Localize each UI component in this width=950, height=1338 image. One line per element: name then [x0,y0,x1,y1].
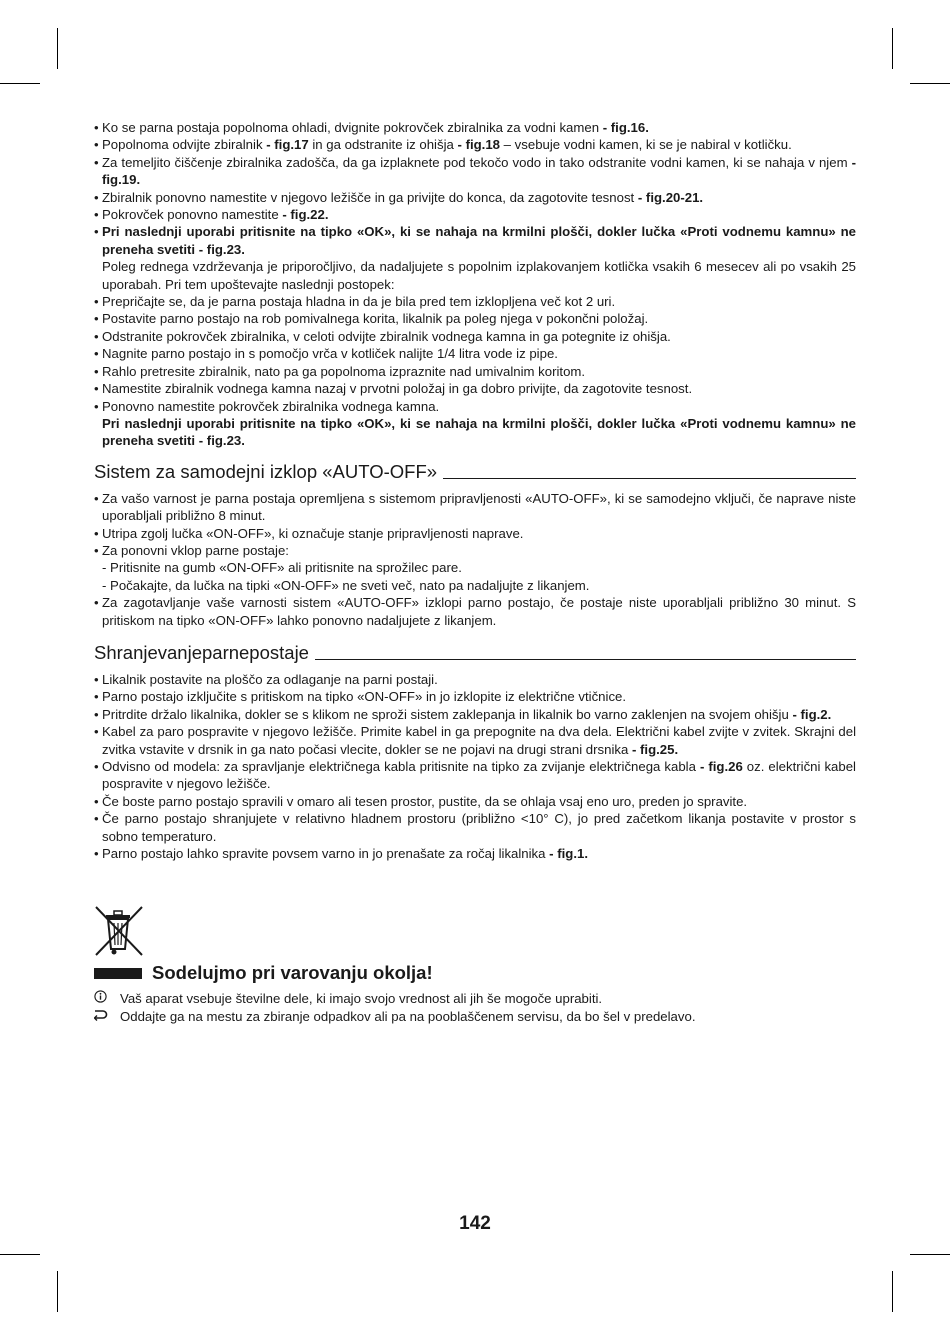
list-item [94,223,856,258]
text-run: Za ponovni vklop parne postaje: [102,542,289,558]
text-run: oz. električni kabel pospravite v njegovo ležišče. [102,759,856,792]
arrow-right-icon [94,1008,120,1021]
section-title: Shranjevanjeparnepostaje [94,641,309,663]
list-item [94,706,856,723]
intro-list [94,119,856,450]
list-item [94,525,856,542]
list-item [94,206,856,223]
info-icon [94,990,120,1003]
text-run: Za vašo varnost je parna postaja opremljena s sistemom pripravljenosti «AUTO-OFF», ki se samodejno vključi, če naprave niste uporabljali približno 8 minut. [102,490,856,524]
list-item [94,594,856,629]
text-run: Ponovno namestite pokrovček zbiralnika vodnega kamna. [102,398,440,414]
section-heading-auto-off [94,460,856,484]
crop-mark [910,83,950,84]
text-run: Namestite zbiralnik vodnega kamna nazaj v prvotni položaj in ga dobro privijte, da zagotovite tesnost. [102,381,693,397]
list-item [94,810,856,845]
list-item [94,577,856,594]
text-run: Zbiralnik ponovno namestite v njegovo ležišče in ga privijte do konca, da zagotovite tesnost [102,189,638,205]
list-item [94,845,856,862]
crossed-bin-icon [94,905,144,957]
text-run: Popolnoma odvijte zbiralnik [102,137,267,153]
crop-mark [0,1254,40,1255]
crop-mark [0,83,40,84]
text-run: - fig.1. [549,846,588,862]
page-content [94,119,856,862]
text-run: Parno postajo lahko spravite povsem varno in jo prenašate za ročaj likalnika [102,846,550,862]
text-run: - Počakajte, da lučka na tipki «ON-OFF» ne sveti več, nato pa nadaljujte z likanjem. [102,577,590,593]
list-item [94,398,856,415]
text-run: - Pritisnite na gumb «ON-OFF» ali pritisnite na sprožilec pare. [102,560,462,576]
text-run: Za zagotavljanje vaše varnosti sistem «AUTO-OFF» izklopi parno postajo, če postaje niste uporabljali približno 30 minut. S pritiskom na tipko «ON-OFF» lahko ponovno nadaljujete z likanjem. [102,595,856,628]
auto-off-list [94,490,856,629]
list-item [94,688,856,705]
environment-block [94,905,856,1026]
text-run: - fig.26 [699,759,743,774]
text-run: Pokrovček ponovno namestite [102,207,283,223]
list-item [94,758,856,793]
list-item [94,723,856,758]
text-run: Nagnite parno postajo in s pomočjo vrča v kotliček nalijte 1/4 litra vode iz pipe. [102,346,558,362]
text-run: in ga odstranite iz ohišja [308,137,458,153]
list-item [94,136,856,153]
text-run: Odvisno od modela: za spravljanje električnega kabla pritisnite na tipko za zvijanje električnega kabla [102,759,700,774]
list-item [94,345,856,362]
text-run: Postavite parno postajo na rob pomivalnega korita, likalnik pa poleg njega v pokončni položaj. [102,311,649,327]
text-run: - fig.16. [602,120,649,135]
list-item [94,258,856,293]
text-run: - fig.25. [631,741,679,757]
text-run: Pri naslednji uporabi pritisnite na tipko «OK», ki se nahaja na krmilni plošči, dokler lučka «Proti vodnemu kamnu» ne preneha svetiti [102,224,856,257]
text-run: Poleg rednega vzdrževanja je priporočljivo, da nadaljujete s popolnim izplakovanjem kotlička vsakih 6 mesecev ali po vsakih 25 uporabah. Pri tem upoštevajte naslednji postopek: [102,259,856,292]
heading-bar [94,968,142,979]
list-item [94,154,856,189]
list-item [94,310,856,327]
list-item [94,293,856,310]
text-run: Odstranite pokrovček zbiralnika, v celoti odvijte zbiralnik vodnega kamna in ga potegnite iz ohišja. [102,328,671,344]
list-item [94,119,856,136]
environment-line [94,990,856,1007]
text-run: Pri naslednji uporabi pritisnite na tipko «OK», ki se nahaja na krmilni plošči, dokler lučka «Proti vodnemu kamnu» ne preneha svetiti [102,415,856,449]
storage-list [94,671,856,862]
heading-rule [443,478,856,479]
section-heading-storage [94,641,856,665]
text-run: Če boste parno postajo spravili v omaro ali tesen prostor, pustite, da se ohlaja vsaj eno uro, preden jo spravite. [102,793,748,809]
text-run: - fig.23. [198,241,245,257]
text-run: Pritrdite držalo likalnika, dokler se s klikom ne sproži sistem zaklepanja in likalnik bo varno zaklenjen na svojem ohišju [102,706,793,722]
environment-heading [94,962,856,984]
list-item [94,189,856,206]
text-run: - fig.18 [457,137,501,153]
text-run: Prepričajte se, da je parna postaja hladna in da je bila pred tem izklopljena več kot 2 uri. [102,294,616,310]
environment-text: Vaš aparat vsebuje številne dele, ki imajo svojo vrednost ali jih še mogoče uprabiti. [120,991,603,1006]
text-run: Kabel za paro pospravite v njegovo ležišče. Primite kabel in ga prepognite na dva dela. Električni kabel zvijte v zvitek. Skrajni del zvitka vstavite v drsnik in ga nato počasi vlecite, dokler se ne pojavi na drugi strani drsnika [102,724,856,757]
list-item [94,793,856,810]
text-run: - fig.19. [102,154,856,188]
environment-text: Oddajte ga na mestu za zbiranje odpadkov ali pa na pooblaščenem servisu, da bo šel v predelavo. [120,1009,696,1025]
text-run: - fig.17 [266,137,309,153]
environment-line [94,1008,856,1025]
list-item [94,415,856,450]
crop-mark [57,28,58,69]
crop-mark [57,1271,58,1312]
list-item [94,671,856,688]
text-run: - fig.2. [792,706,832,722]
environment-title: Sodelujmo pri varovanju okolja! [152,962,433,983]
text-run: - fig.23. [198,433,245,449]
text-run: Likalnik postavite na ploščo za odlaganje na parni postaji. [102,671,438,687]
list-item [94,328,856,345]
text-run: Za temeljito čiščenje zbiralnika zadošča, da ga izplaknete pod tekočo vodo in tako odstranite vodni kamen, ki se nahaja v njem [102,154,852,170]
text-run: Če parno postajo shranjujete v relativno hladnem prostoru (približno <10° C), jo pred začetkom likanja postavite v prostor s sobno temperaturo. [102,811,856,844]
list-item [94,542,856,559]
text-run: - fig.20-21. [637,189,704,205]
text-run: – vsebuje vodni kamen, ki se je nabiral v kotličku. [500,137,792,153]
crop-mark [892,28,893,69]
list-item [94,380,856,397]
text-run: Ko se parna postaja popolnoma ohladi, dvignite pokrovček zbiralnika za vodni kamen [102,120,603,135]
text-run: Utripa zgolj lučka «ON-OFF», ki označuje stanje pripravljenosti naprave. [102,525,524,541]
text-run: Rahlo pretresite zbiralnik, nato pa ga popolnoma izpraznite nad umivalnim koritom. [102,363,586,379]
list-item [94,363,856,380]
page-number: 142 [459,1213,491,1234]
text-run: Parno postajo izključite s pritiskom na tipko «ON-OFF» in jo izklopite iz električne vtičnice. [102,689,627,705]
heading-rule [315,659,856,660]
list-item [94,559,856,576]
text-run: - fig.22. [282,207,329,223]
crop-mark [892,1271,893,1312]
list-item [94,490,856,525]
crop-mark [910,1254,950,1255]
section-title: Sistem za samodejni izklop «AUTO-OFF» [94,460,438,482]
